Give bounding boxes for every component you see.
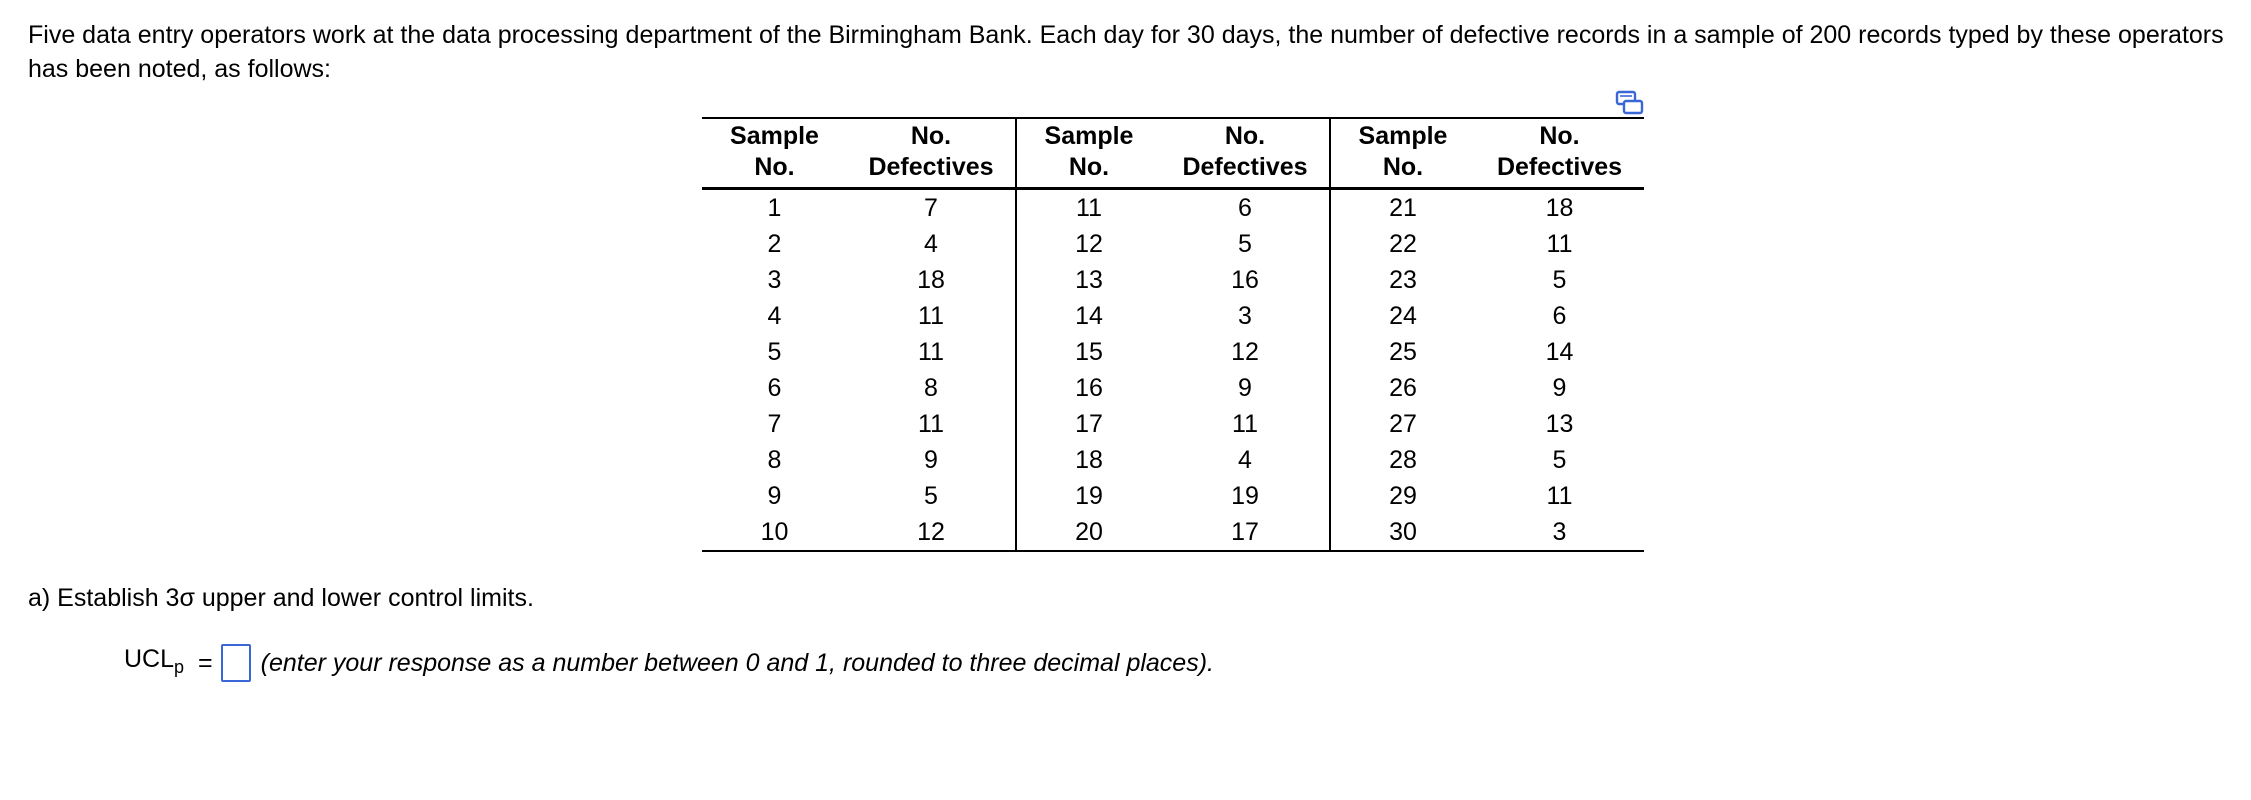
column-header-sample-no: Sample No. <box>1330 118 1475 189</box>
table-row <box>702 514 1644 551</box>
defectives-cell: 18 <box>917 265 945 294</box>
sample-no-cell: 20 <box>1016 514 1161 551</box>
table-row <box>702 370 1644 406</box>
defectives-cell: 5 <box>1238 229 1252 258</box>
table-row <box>702 226 1644 262</box>
sample-no-cell: 29 <box>1330 478 1475 514</box>
sample-no-cell: 6 <box>767 373 782 402</box>
defectives-cell: 12 <box>847 514 1016 551</box>
defectives-cell: 12 <box>1231 337 1259 366</box>
table-header-row <box>702 118 1644 189</box>
sample-no-cell: 13 <box>1016 262 1161 298</box>
defectives-cell: 13 <box>1545 409 1574 438</box>
defectives-table <box>702 117 1644 552</box>
defectives-cell: 6 <box>1238 193 1252 222</box>
column-header-no-defectives: No. Defectives <box>1161 118 1330 189</box>
sample-no-cell: 25 <box>1330 334 1475 370</box>
sample-no-cell: 21 <box>1330 189 1475 227</box>
sample-no-cell: 23 <box>1330 262 1475 298</box>
defectives-cell: 11 <box>1232 409 1258 438</box>
sample-no-cell: 28 <box>1330 442 1475 478</box>
defectives-cell: 9 <box>1552 373 1567 402</box>
defectives-cell: 3 <box>1475 514 1644 551</box>
table-row <box>702 478 1644 514</box>
defectives-cell: 11 <box>1546 481 1573 510</box>
ucl-answer-row <box>124 641 1214 685</box>
sample-no-cell: 1 <box>767 193 782 222</box>
sample-no-cell: 16 <box>1016 370 1161 406</box>
sample-no-cell: 12 <box>1016 226 1161 262</box>
defectives-cell: 18 <box>1545 193 1574 222</box>
sample-no-cell: 11 <box>1016 189 1161 227</box>
table-row <box>702 334 1644 370</box>
column-header-sample-no: Sample No. <box>702 118 847 189</box>
table-row <box>702 442 1644 478</box>
defectives-cell: 19 <box>1231 481 1259 510</box>
sample-no-cell: 18 <box>1016 442 1161 478</box>
column-header-sample-no: Sample No. <box>1016 118 1161 189</box>
problem-intro: Five data entry operators work at the data processing department of the Birmingham Bank. Each day for 30 days, the number of defective records in a sample of 200 records typed by these operators has been noted, as follows: <box>28 21 2224 83</box>
sample-no-cell: 3 <box>767 265 782 294</box>
defectives-cell: 11 <box>918 337 944 366</box>
sample-no-cell: 17 <box>1016 406 1161 442</box>
defectives-cell: 11 <box>918 409 944 438</box>
defectives-cell: 5 <box>1552 265 1567 294</box>
defectives-cell: 5 <box>1552 445 1567 474</box>
defectives-cell: 4 <box>1238 445 1252 474</box>
sample-no-cell: 19 <box>1016 478 1161 514</box>
table-row <box>702 406 1644 442</box>
column-header-no-defectives: No. Defectives <box>1475 118 1644 189</box>
defectives-cell: 9 <box>1238 373 1252 402</box>
defectives-cell: 16 <box>1231 265 1259 294</box>
part-a-question: a) Establish 3σ upper and lower control limits. <box>28 584 534 612</box>
equals-sign: = <box>198 649 213 677</box>
sample-no-cell: 2 <box>767 229 782 258</box>
sample-no-cell: 10 <box>702 514 847 551</box>
sample-no-cell: 5 <box>767 337 782 366</box>
sample-no-cell: 27 <box>1330 406 1475 442</box>
sample-no-cell: 14 <box>1016 298 1161 334</box>
column-header-no-defectives: No. Defectives <box>847 118 1016 189</box>
defectives-cell: 11 <box>918 301 944 330</box>
defectives-cell: 7 <box>924 193 938 222</box>
ucl-label: $UCL_p$ <box>124 645 185 677</box>
sample-no-cell: 9 <box>767 481 782 510</box>
table-row <box>702 262 1644 298</box>
defectives-cell: 5 <box>924 481 938 510</box>
table-row <box>702 298 1644 334</box>
defectives-cell: 6 <box>1552 301 1567 330</box>
copy-table-icon[interactable] <box>1615 90 1645 116</box>
sample-no-cell: 22 <box>1330 226 1475 262</box>
sample-no-cell: 7 <box>767 409 782 438</box>
sample-no-cell: 4 <box>767 301 782 330</box>
defectives-cell: 14 <box>1545 337 1574 366</box>
defectives-cell: 17 <box>1161 514 1330 551</box>
ucl-answer-input[interactable] <box>221 644 251 682</box>
defectives-cell: 3 <box>1238 301 1252 330</box>
sample-no-cell: 26 <box>1330 370 1475 406</box>
defectives-cell: 4 <box>924 229 938 258</box>
sample-no-cell: 8 <box>767 445 782 474</box>
sample-no-cell: 24 <box>1330 298 1475 334</box>
sample-no-cell: 30 <box>1330 514 1475 551</box>
defectives-cell: 9 <box>924 445 938 474</box>
answer-format-hint: (enter your response as a number between 0 and 1, rounded to three decimal places). <box>260 649 1214 677</box>
sample-no-cell: 15 <box>1016 334 1161 370</box>
defectives-cell: 11 <box>1546 229 1573 258</box>
defectives-cell: 8 <box>924 373 938 402</box>
table-row <box>702 189 1644 227</box>
